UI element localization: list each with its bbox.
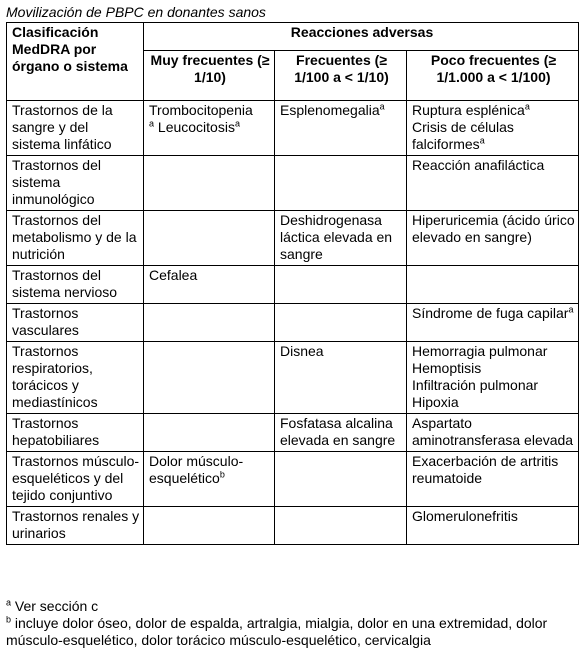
uncommon-cell [407, 452, 579, 507]
reaction-text: Leucocitosis [154, 119, 235, 135]
frequent-cell [275, 414, 407, 452]
reaction-text: Aspartato aminotransferasa elevada [412, 415, 574, 448]
frequent-cell [275, 156, 407, 211]
very-frequent-cell [144, 507, 275, 545]
uncommon-cell [407, 266, 579, 304]
footnote-text: Ver sección c [11, 598, 99, 614]
soc-cell: Trastornos respiratorios, torácicos y mediastínicos [7, 342, 144, 414]
table-row [7, 156, 579, 211]
frequent-cell [275, 507, 407, 545]
table-row [7, 342, 579, 414]
reaction-item [412, 343, 575, 360]
reaction-item [149, 453, 271, 487]
reaction-text: Dolor músculo-esquelético [149, 453, 244, 486]
uncommon-cell [407, 342, 579, 414]
header-uncommon: Poco frecuentes (≥ 1/1.000 a < 1/100) [407, 50, 579, 100]
very-frequent-cell [144, 266, 275, 304]
soc-cell: Trastornos del sistema inmunológico [7, 156, 144, 211]
reaction-text: Deshidrogenasa láctica elevada en sangre [280, 212, 393, 262]
reaction-item [149, 119, 271, 136]
header-adverse-reactions: Reacciones adversas [144, 23, 579, 51]
footnote-mark: a [6, 597, 12, 608]
footnotes [6, 598, 581, 649]
reaction-text: Cefalea [149, 267, 198, 283]
table-row [7, 101, 579, 156]
reaction-text: Glomerulonefritis [412, 508, 518, 524]
soc-cell: Trastornos del sistema nervioso [7, 266, 144, 304]
reaction-item [280, 102, 403, 119]
header-very-frequent: Muy frecuentes (≥ 1/10) [144, 50, 275, 100]
table-row [7, 452, 579, 507]
reaction-item [412, 157, 575, 174]
reaction-item [412, 305, 575, 322]
soc-cell: Trastornos del metabolismo y de la nutrición [7, 211, 144, 266]
footnote-mark: a [149, 118, 155, 129]
reaction-item [412, 415, 575, 449]
reaction-item [149, 102, 271, 119]
reaction-item [412, 394, 575, 411]
soc-cell: Trastornos músculo-esqueléticos y del tejido conjuntivo [7, 452, 144, 507]
frequent-cell [275, 452, 407, 507]
reaction-text: Trombocitopenia [149, 102, 253, 118]
reaction-item [280, 343, 403, 360]
uncommon-cell [407, 507, 579, 545]
table-row [7, 266, 579, 304]
footnote-mark: b [219, 469, 225, 480]
footnote-mark: a [234, 118, 240, 129]
footnote-mark: a [568, 304, 574, 315]
very-frequent-cell [144, 414, 275, 452]
reaction-item [412, 453, 575, 487]
uncommon-cell [407, 156, 579, 211]
soc-cell: Trastornos vasculares [7, 304, 144, 342]
header-frequent: Frecuentes (≥ 1/100 a < 1/10) [275, 50, 407, 100]
frequent-cell [275, 304, 407, 342]
soc-cell: Trastornos hepatobiliares [7, 414, 144, 452]
adverse-reactions-table [6, 22, 579, 545]
very-frequent-cell [144, 304, 275, 342]
reaction-item [280, 212, 403, 263]
header-soc: Clasificación MedDRA por órgano o sistema [7, 23, 144, 101]
very-frequent-cell [144, 156, 275, 211]
reaction-text: Disnea [280, 343, 324, 359]
reaction-item [412, 360, 575, 377]
table-row [7, 211, 579, 266]
reaction-text: Hipoxia [412, 394, 459, 410]
reaction-item [412, 508, 575, 525]
reaction-text: Síndrome de fuga capilar [412, 305, 569, 321]
soc-cell: Trastornos renales y urinarios [7, 507, 144, 545]
footnote-mark: a [479, 135, 485, 146]
reaction-text: Ruptura esplénica [412, 102, 525, 118]
uncommon-cell [407, 414, 579, 452]
reaction-item [149, 267, 271, 284]
soc-cell: Trastornos de la sangre y del sistema linfático [7, 101, 144, 156]
reaction-item [412, 102, 575, 119]
table-row [7, 414, 579, 452]
table-row [7, 304, 579, 342]
table-body [7, 101, 579, 545]
reaction-text: Hiperuricemia (ácido úrico elevado en sangre) [412, 212, 575, 245]
table-row [7, 507, 579, 545]
reaction-text: Hemorragia pulmonar [412, 343, 548, 359]
footnote-mark: a [524, 101, 530, 112]
reaction-text: Exacerbación de artritis reumatoide [412, 453, 559, 486]
frequent-cell [275, 266, 407, 304]
footnote-mark: a [379, 101, 385, 112]
very-frequent-cell [144, 452, 275, 507]
reaction-item [280, 415, 403, 449]
reaction-text: Esplenomegalia [280, 102, 380, 118]
frequent-cell [275, 101, 407, 156]
reaction-item [412, 119, 575, 153]
uncommon-cell [407, 101, 579, 156]
footnote-text: incluye dolor óseo, dolor de espalda, artralgia, mialgia, dolor en una extremidad, dolor músculo-esquelético, dolor torácico músculo-esquelético, cervicalgia [6, 615, 548, 648]
frequent-cell [275, 342, 407, 414]
very-frequent-cell [144, 211, 275, 266]
very-frequent-cell [144, 342, 275, 414]
frequent-cell [275, 211, 407, 266]
table-caption: Movilización de PBPC en donantes sanos [6, 4, 266, 20]
very-frequent-cell [144, 101, 275, 156]
uncommon-cell [407, 304, 579, 342]
reaction-text: Hemoptisis [412, 360, 482, 376]
footnote [6, 598, 581, 615]
reaction-text: Infiltración pulmonar [412, 377, 539, 393]
footnote [6, 615, 581, 649]
reaction-text: Reacción anafiláctica [412, 157, 545, 173]
table-header [7, 23, 579, 101]
uncommon-cell [407, 211, 579, 266]
reaction-item [412, 212, 575, 246]
reaction-text: Fosfatasa alcalina elevada en sangre [280, 415, 396, 448]
header-row-1 [7, 23, 579, 51]
reaction-text: Crisis de células falciformes [412, 119, 514, 152]
reaction-item [412, 377, 575, 394]
footnote-mark: b [6, 614, 12, 625]
